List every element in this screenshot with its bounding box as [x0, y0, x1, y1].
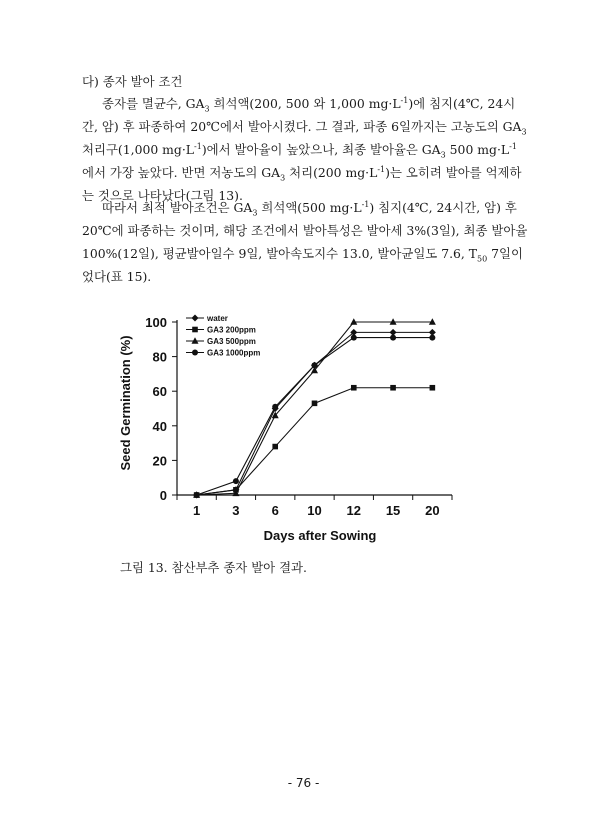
legend-entry-water [186, 314, 228, 323]
legend-label: GA3 200ppm [207, 325, 256, 335]
x-tick-label: 1 [193, 503, 201, 518]
x-tick-label: 6 [271, 503, 279, 518]
x-tick-label: 3 [232, 503, 240, 518]
x-tick-label: 20 [425, 503, 440, 518]
x-tick-label: 10 [307, 503, 322, 518]
y-tick-label: 40 [152, 418, 167, 434]
paragraph-1: 종자를 멸균수, $GA_3$ 희석액(200, 500 와 1,000 $mg\cdot L^{-1}$)에 침지(4℃, 24시간, 암) 후 파종하여 20℃에서 발아시켰다. 그 결과, 파종 6일까지는 고농도의 $GA_3$ 처리구(1,000 $mg\cdot L^{-1}$)에서 발아율이 높았으나, 최종 발아율은 $GA_3$ 500 $mg\cdot L^{-1}$에서 가장 높았다. 반면 저농도의 $GA_3$ 처리(200 $mg\cdot L^{-1}$)는 오히려 발아를 억제하는 것으로 나타났다(그림 13). [82, 95, 527, 203]
data-point-ga3-200ppm [312, 401, 318, 407]
data-point-ga3-200ppm [351, 385, 357, 391]
data-point-ga3-1000ppm [429, 335, 435, 341]
y-tick-label: 80 [152, 349, 167, 365]
chart-legend [186, 314, 260, 358]
series-line-ga3-1000ppm [197, 338, 433, 495]
x-tick-label: 15 [385, 503, 401, 518]
data-point-ga3-200ppm [272, 444, 278, 450]
data-point-ga3-1000ppm [390, 335, 396, 341]
legend-label: GA3 500ppm [207, 337, 256, 346]
data-point-ga3-1000ppm [312, 362, 318, 368]
y-tick-label: 100 [145, 315, 167, 330]
legend-marker-ga3-1000ppm [192, 350, 198, 356]
figure-caption: 그림 13. 참산부추 종자 발아 결과. [120, 560, 307, 575]
legend-entry-ga3-1000ppm [186, 349, 260, 358]
x-tick-label: 12 [346, 503, 362, 518]
legend-label: water [207, 314, 228, 323]
y-tick-label: 60 [152, 384, 167, 400]
y-tick-label: 20 [152, 453, 167, 469]
paragraph-2: 따라서 최적 발아조건은 $GA_3$ 희석액(500 $mg\cdot L^{-1}$) 침지(4℃, 24시간, 암) 후 20℃에 파종하는 것이며, 해당 조건에서 발아특성은 발아세 3%(3일), 최종 발아율 100%(12일), 평균발아일수 9일, 발아속도지수 13.0, 발아균일도 7.6, $T_{50}$ 7일이었다(표 15). [82, 199, 528, 284]
chart-axes [145, 315, 452, 518]
legend-entry-ga3-500ppm [186, 337, 256, 346]
page-number: - 76 - [287, 776, 320, 790]
data-point-ga3-200ppm [390, 385, 396, 391]
legend-entry-ga3-200ppm [186, 326, 256, 335]
y-tick-label: 0 [159, 488, 167, 503]
y-axis-title: Seed Germination (%) [118, 335, 133, 471]
data-point-ga3-1000ppm [351, 335, 357, 341]
series-ga3-1000ppm [194, 335, 436, 498]
data-point-ga3-200ppm [430, 385, 436, 391]
germination-chart [110, 305, 470, 550]
legend-label: GA3 1000ppm [207, 348, 261, 358]
data-point-ga3-1000ppm [272, 404, 278, 410]
x-axis-title: Days after Sowing [263, 528, 377, 543]
legend-marker-water [192, 315, 199, 322]
legend-marker-ga3-200ppm [192, 327, 198, 333]
data-point-ga3-1000ppm [233, 478, 239, 484]
series-ga3-200ppm [194, 385, 435, 498]
data-point-ga3-1000ppm [194, 492, 200, 498]
section-heading: 다) 종자 발아 조건 [82, 74, 183, 89]
